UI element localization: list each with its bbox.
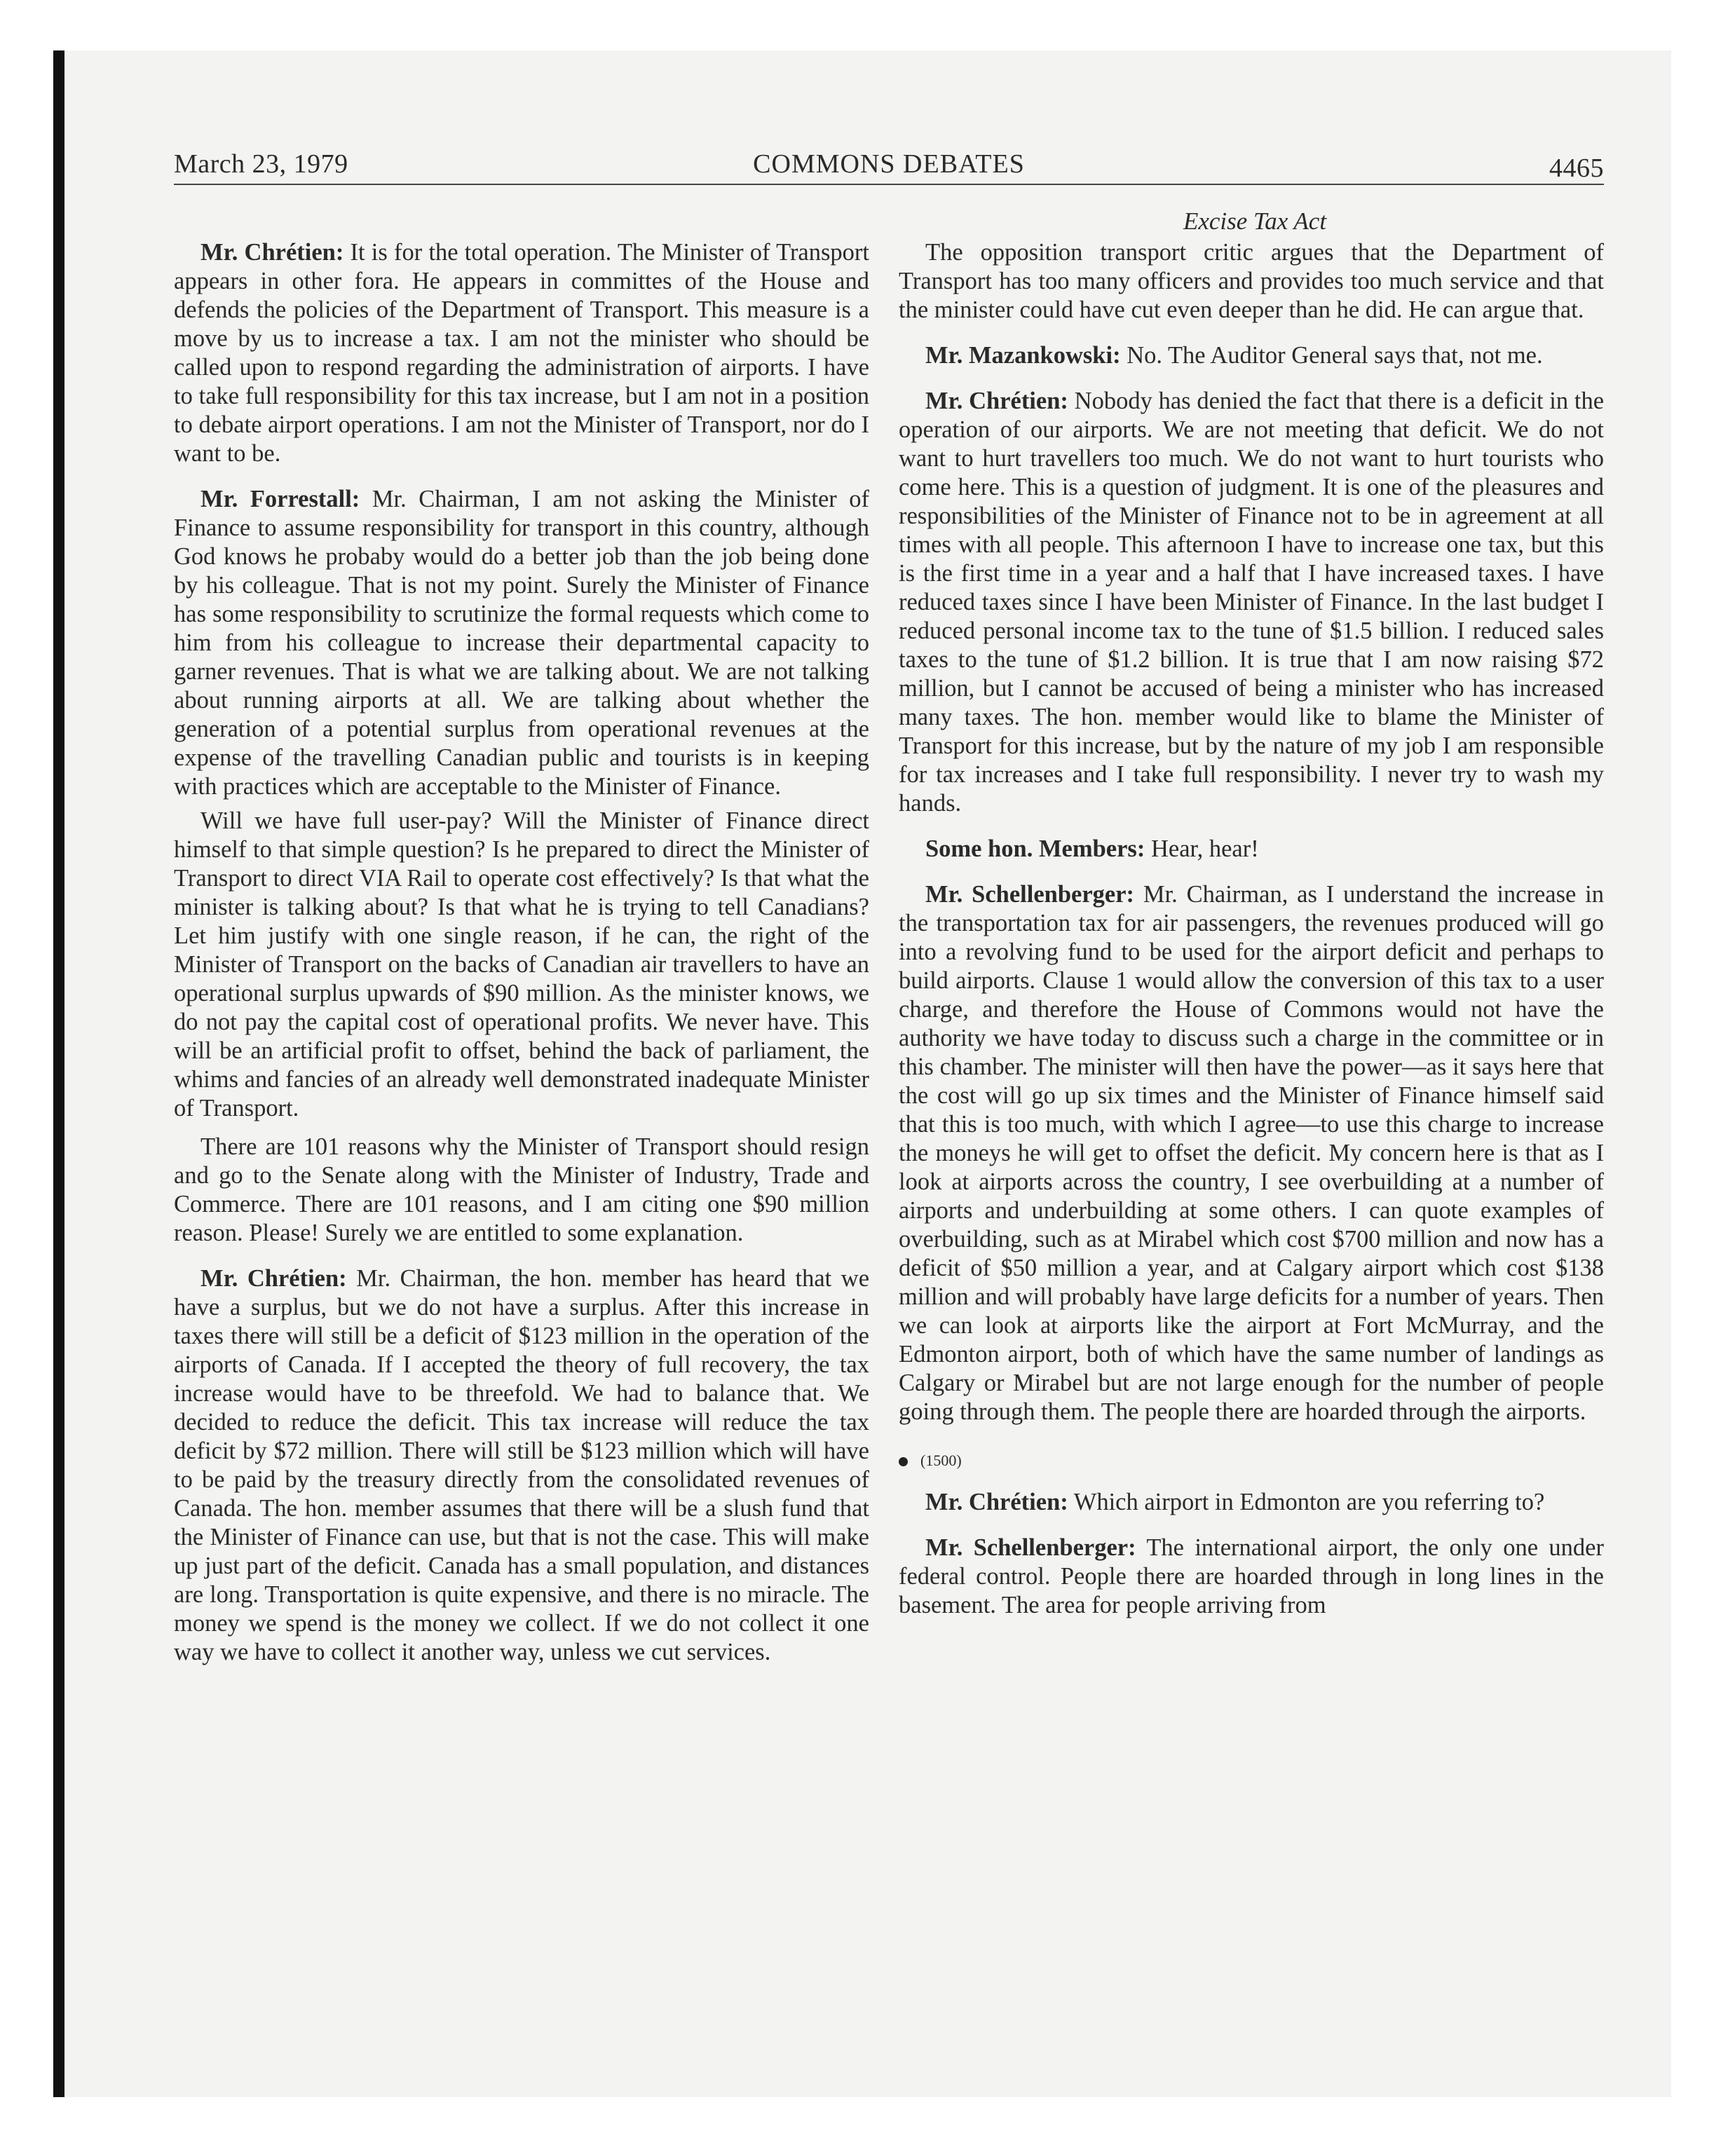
speaker-name: Mr. Forrestall:: [200, 486, 360, 512]
paragraph: [899, 341, 1604, 370]
right-column: [899, 238, 1604, 1620]
paragraph: [174, 1133, 869, 1248]
speaker-name: Some hon. Members:: [925, 835, 1145, 862]
speaker-name: Mr. Chrétien:: [925, 1489, 1068, 1515]
page-number: 4465: [1549, 153, 1604, 183]
paragraph-text: Mr. Chairman, the hon. member has heard that we have a surplus, but we do not have a surplus. After this increase in taxes there will still be a deficit of $123 million in the operation of the airports of Canada. If I accepted the theory of full recovery, the tax increase would have to be threefold. We had to balance that. We decided to reduce the deficit. This tax increase will reduce the tax deficit by $72 million. There will still be $123 million which will have to be paid by the treasury directly from the consolidated revenues of Canada. The hon. member assumes that there will be a slush fund that the Minister of Finance can use, but that is not the case. This will make up just part of the deficit. Canada has a small population, and distances are long. Transportation is quite expensive, and there is no miracle. The money we spend is the money we collect. If we do not collect it one way we have to collect it another way, unless we cut services.: [174, 1265, 870, 1665]
speaker-name: Mr. Chrétien:: [200, 1265, 347, 1292]
paragraph: [899, 387, 1604, 818]
speaker-name: Mr. Schellenberger:: [925, 1534, 1136, 1561]
paragraph: [899, 1534, 1604, 1620]
paragraph: [899, 238, 1604, 325]
speaker-name: Mr. Schellenberger:: [925, 881, 1135, 908]
paragraph: [174, 238, 869, 468]
paragraph-text: Nobody has denied the fact that there is a deficit in the operation of our airports. We are not meeting that deficit. We do not want to hurt travellers too much. We do not want to hurt tourists who come here. This is a question of judgment. It is one of the pleasures and responsibilities of the Minister of Finance not to be in agreement at all times with all people. This afternoon I have to increase one tax, but this is the first time in a year and a half that I have increased taxes. I have reduced taxes since I have been Minister of Finance. In the last budget I reduced personal income tax to the tune of $1.5 billion. I reduced sales taxes to the tune of $1.2 billion. It is true that I am now raising $72 million, but I cannot be accused of being a minister who has increased many taxes. The hon. member would like to blame the Minister of Transport for this increase, but by the nature of my job I am responsible for tax increases and I take full responsibility. I never try to wash my hands.: [899, 388, 1605, 817]
time-marker: [899, 1450, 1604, 1471]
left-column: [174, 238, 869, 1667]
speaker-name: Mr. Chrétien:: [925, 388, 1068, 414]
paragraph: [899, 880, 1604, 1426]
header-title: COMMONS DEBATES: [753, 149, 1025, 179]
paragraph-text: The international airport, the only one under federal control. People there are hoarded through in long lines in the basement. The area for people arriving from: [899, 1534, 1604, 1618]
paragraph: [899, 835, 1604, 864]
paragraph-text: There are 101 reasons why the Minister of Transport should resign and go to the Senate along with the Minister of Industry, Trade and Commerce. There are 101 reasons, and I am citing one $90 million reason. Please! Surely we are entitled to some explanation.: [174, 1133, 869, 1246]
paragraph-text: Will we have full user-pay? Will the Minister of Finance direct himself to that simple question? Is he prepared to direct the Minister of Transport to direct VIA Rail to operate cost effectively? Is that what the minister is talking about? Is that what he is trying to tell Canadians? Let him justify with one single reason, if he can, the right of the Minister of Transport on the backs of Canadian air travellers to have an operational surplus upwards of $90 million. As the minister knows, we do not pay the capital cost of operational profits. We never have. This will be an artificial profit to offset, behind the back of parliament, the whims and fancies of an already well demonstrated inadequate Minister of Transport.: [174, 807, 869, 1121]
paragraph: [899, 1488, 1604, 1517]
paragraph: [174, 1264, 869, 1667]
paragraph-text: Mr. Chairman, I am not asking the Minister of Finance to assume responsibility for transport in this country, although God knows he probaby would do a better job than the job being done by his colleague. That is not my point. Surely the Minister of Finance has some responsibility to scrutinize the formal requests which come to him from his colleague to increase their departmental capacity to garner revenues. That is what we are talking about. We are not talking about running airports at all. We are talking about whether the generation of a potential surplus from operational revenues at the expense of the travelling Canadian public and tourists is in keeping with practices which are acceptable to the Minister of Finance.: [174, 486, 870, 800]
paragraph-text: Hear, hear!: [1150, 835, 1259, 862]
paragraph-text: Which airport in Edmonton are you referring to?: [1073, 1489, 1545, 1515]
speaker-name: Mr. Mazankowski:: [925, 342, 1121, 369]
speaker-name: Mr. Chrétien:: [200, 239, 344, 266]
paragraph-text: It is for the total operation. The Minister of Transport appears in other fora. He appears in committes of the House and defends the policies of the Department of Transport. This measure is a move by us to increase a tax. I am not the minister who should be called upon to respond regarding the administration of airports. I have to take full responsibility for this tax increase, but I am not in a position to debate airport operations. I am not the Minister of Transport, nor do I want to be.: [174, 239, 869, 467]
section-subhead: Excise Tax Act: [1183, 207, 1327, 235]
time-marker-text: (1500): [920, 1452, 962, 1469]
paragraph-text: Mr. Chairman, as I understand the increase in the transportation tax for air passengers, the revenues produced will go into a revolving fund to be used for the airport deficit and perhaps to build airports. Clause 1 would allow the conversion of this tax to a user charge, and therefore the House of Commons would not have the authority we have today to discuss such a charge in the committee or in this chamber. The minister will then have the power—as it says here that the cost will go up six times and the Minister of Finance himself said that this is too much, with which I agree—to use this charge to increase the moneys he will get to offset the deficit. My concern here is that as I look at airports across the country, I see overbuilding at a number of airports and underbuilding at some others. I can quote examples of overbuilding, such as at Mirabel which cost $700 million and now has a deficit of $50 million a year, and at Calgary airport which cost $138 million and will probably have large deficits for a number of years. Then we can look at airports like the airport at Fort McMurray, and the Edmonton airport, both of which have the same number of landings as Calgary or Mirabel but are not large enough for the number of people going through them. The people there are hoarded through the airports.: [899, 881, 1605, 1425]
paragraph-text: The opposition transport critic argues that the Department of Transport has too many officers and provides too much service and that the minister could have cut even deeper than he did. He can argue that.: [899, 239, 1604, 323]
paragraph: [174, 485, 869, 801]
paragraph-text: No. The Auditor General says that, not me.: [1127, 342, 1543, 369]
bullet-icon: [899, 1457, 908, 1466]
running-header: [174, 149, 1604, 186]
header-rule: [174, 184, 1604, 185]
paragraph: [174, 807, 869, 1123]
header-date: March 23, 1979: [174, 149, 348, 179]
scan-edge: [53, 50, 64, 2097]
